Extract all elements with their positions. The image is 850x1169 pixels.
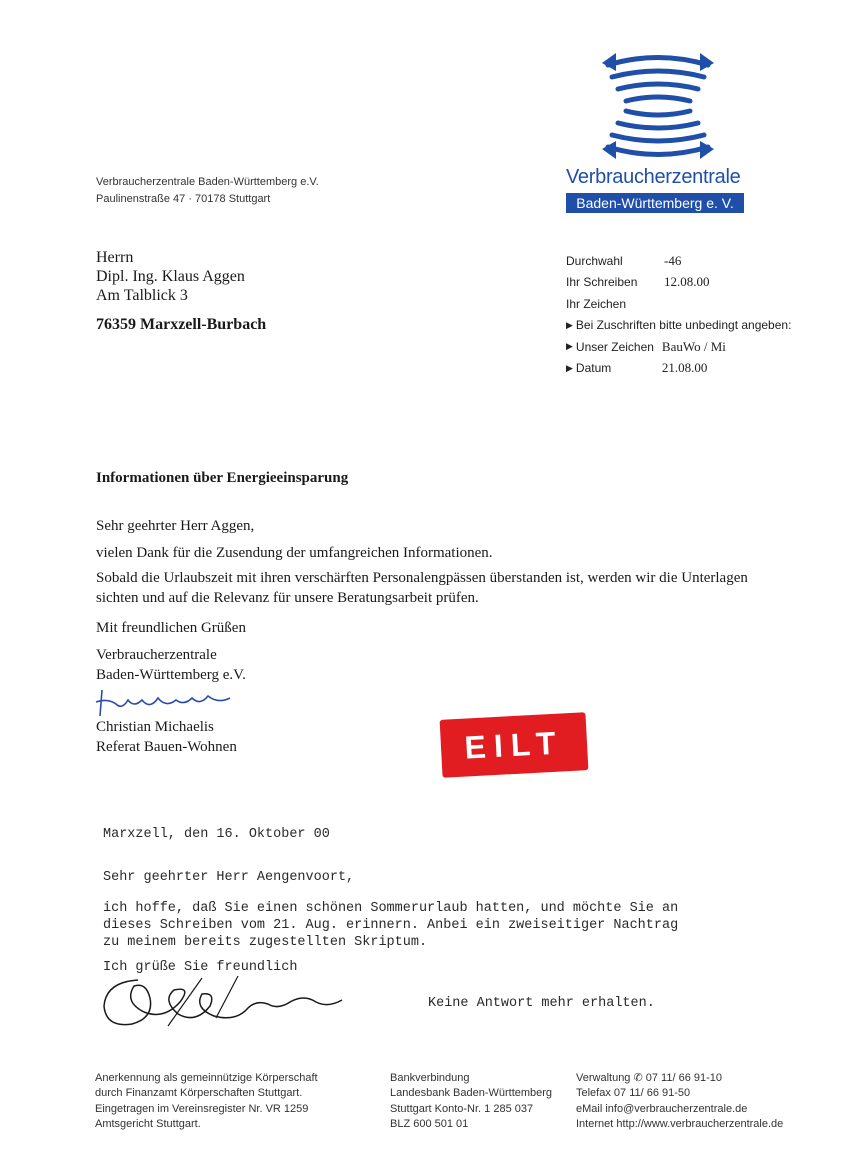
letter-closing: Mit freundlichen Grüßen: [96, 620, 246, 636]
reply-note: Keine Antwort mehr erhalten.: [428, 996, 655, 1011]
footer-contact-line: Telefax 07 11/ 66 91-50: [576, 1087, 691, 1100]
recipient-city: 76359 Marxzell-Burbach: [96, 316, 267, 333]
recipient-street: Am Talblick 3: [96, 287, 188, 304]
letter-signer: Christian Michaelis: [96, 719, 214, 735]
letter-department: Referat Bauen-Wohnen: [96, 739, 237, 755]
footer-bank-line: BLZ 600 501 01: [390, 1117, 469, 1130]
arrow-right-icon: ▶: [566, 341, 573, 352]
sender-line-1: Verbraucherzentrale Baden-Württemberg e.V.: [96, 176, 319, 188]
footer-contact: [576, 1071, 783, 1132]
footer-bank-line: Stuttgart Konto-Nr. 1 285 037: [390, 1102, 534, 1115]
letter-subject: Informationen über Energieeinsparung: [96, 470, 349, 486]
meta-datum: [566, 358, 806, 380]
footer-bank: [390, 1071, 552, 1132]
footer-bank-line: Landesbank Baden-Württemberg: [390, 1087, 553, 1100]
unser-zeichen-value: BauWo / Mi: [661, 338, 726, 354]
letter-org-1: Verbraucherzentrale: [96, 647, 217, 663]
arrow-right-icon: ▶: [566, 362, 573, 373]
verbraucherzentrale-logo-icon: [598, 45, 718, 165]
ihr-schreiben-value: 12.08.00: [664, 274, 710, 290]
meta-note-text: Bei Zuschriften bitte unbedingt angeben:: [575, 318, 792, 333]
datum-value: 21.08.00: [661, 360, 708, 376]
footer-contact-line: Verwaltung ✆ 07 11/ 66 91-10: [576, 1072, 723, 1084]
meta-ihr-zeichen: [566, 293, 806, 315]
footer-legal: [95, 1071, 318, 1132]
logo-subtitle: Baden-Württemberg e. V.: [566, 193, 744, 213]
footer-legal-line: Anerkennung als gemeinnützige Körperschaft: [95, 1072, 318, 1084]
recipient-address: [96, 248, 266, 334]
footer-contact-line: Internet http://www.verbraucherzentrale.de: [576, 1117, 784, 1130]
footer-legal-line: durch Finanzamt Körperschaften Stuttgart.: [95, 1087, 303, 1100]
meta-note: [566, 315, 806, 337]
durchwahl-label: Durchwahl: [566, 253, 623, 268]
footer-bank-line: Bankverbindung: [390, 1072, 470, 1084]
meta-durchwahl: [566, 250, 806, 272]
letter-org-2: Baden-Württemberg e.V.: [96, 667, 246, 683]
recipient-salutation: Herrn: [96, 249, 134, 266]
reply-date-line: Marxzell, den 16. Oktober 00: [103, 827, 330, 842]
reply-closing: Ich grüße Sie freundlich: [103, 960, 298, 975]
datum-label: Datum: [575, 361, 612, 376]
eilt-stamp: EILT: [440, 712, 589, 778]
meta-unser-zeichen: [566, 336, 806, 358]
letter-paragraph-2: Sobald die Urlaubszeit mit ihren verschärften Personalengpässen überstanden ist, werden wir die Unterlagen sichten und auf die Relevanz für unsere Beratungsarbeit prüfen.: [96, 570, 748, 606]
reply-body: ich hoffe, daß Sie einen schönen Sommerurlaub hatten, und möchte Sie an dieses Schreiben vom 21. Aug. erinnern. Anbei ein zweiseitiger Nachtrag zu meinem bereits zugestellten Skriptum.: [103, 901, 679, 950]
sender-line-2: Paulinenstraße 47 · 70178 Stuttgart: [96, 193, 271, 205]
reference-block: [566, 250, 806, 379]
unser-zeichen-label: Unser Zeichen: [575, 339, 654, 354]
sender-address: [96, 174, 319, 208]
logo-name: Verbraucherzentrale: [566, 166, 741, 188]
arrow-right-icon: ▶: [566, 319, 573, 330]
ihr-schreiben-label: Ihr Schreiben: [566, 275, 638, 290]
signature-aggen-icon: [98, 968, 348, 1034]
footer-contact-line: eMail info@verbraucherzentrale.de: [576, 1102, 748, 1115]
letter-paragraph-1: vielen Dank für die Zusendung der umfangreichen Informationen.: [96, 545, 493, 561]
reply-greeting: Sehr geehrter Herr Aengenvoort,: [103, 870, 355, 885]
footer-legal-line: Amtsgericht Stuttgart.: [95, 1117, 201, 1130]
letter-greeting: Sehr geehrter Herr Aggen,: [96, 518, 255, 534]
meta-ihr-schreiben: [566, 272, 806, 294]
footer-legal-line: Eingetragen im Vereinsregister Nr. VR 1259: [95, 1102, 309, 1115]
recipient-name: Dipl. Ing. Klaus Aggen: [96, 268, 245, 285]
signature-michaelis-icon: [94, 686, 244, 720]
ihr-zeichen-label: Ihr Zeichen: [566, 296, 627, 311]
durchwahl-value: -46: [664, 252, 682, 268]
